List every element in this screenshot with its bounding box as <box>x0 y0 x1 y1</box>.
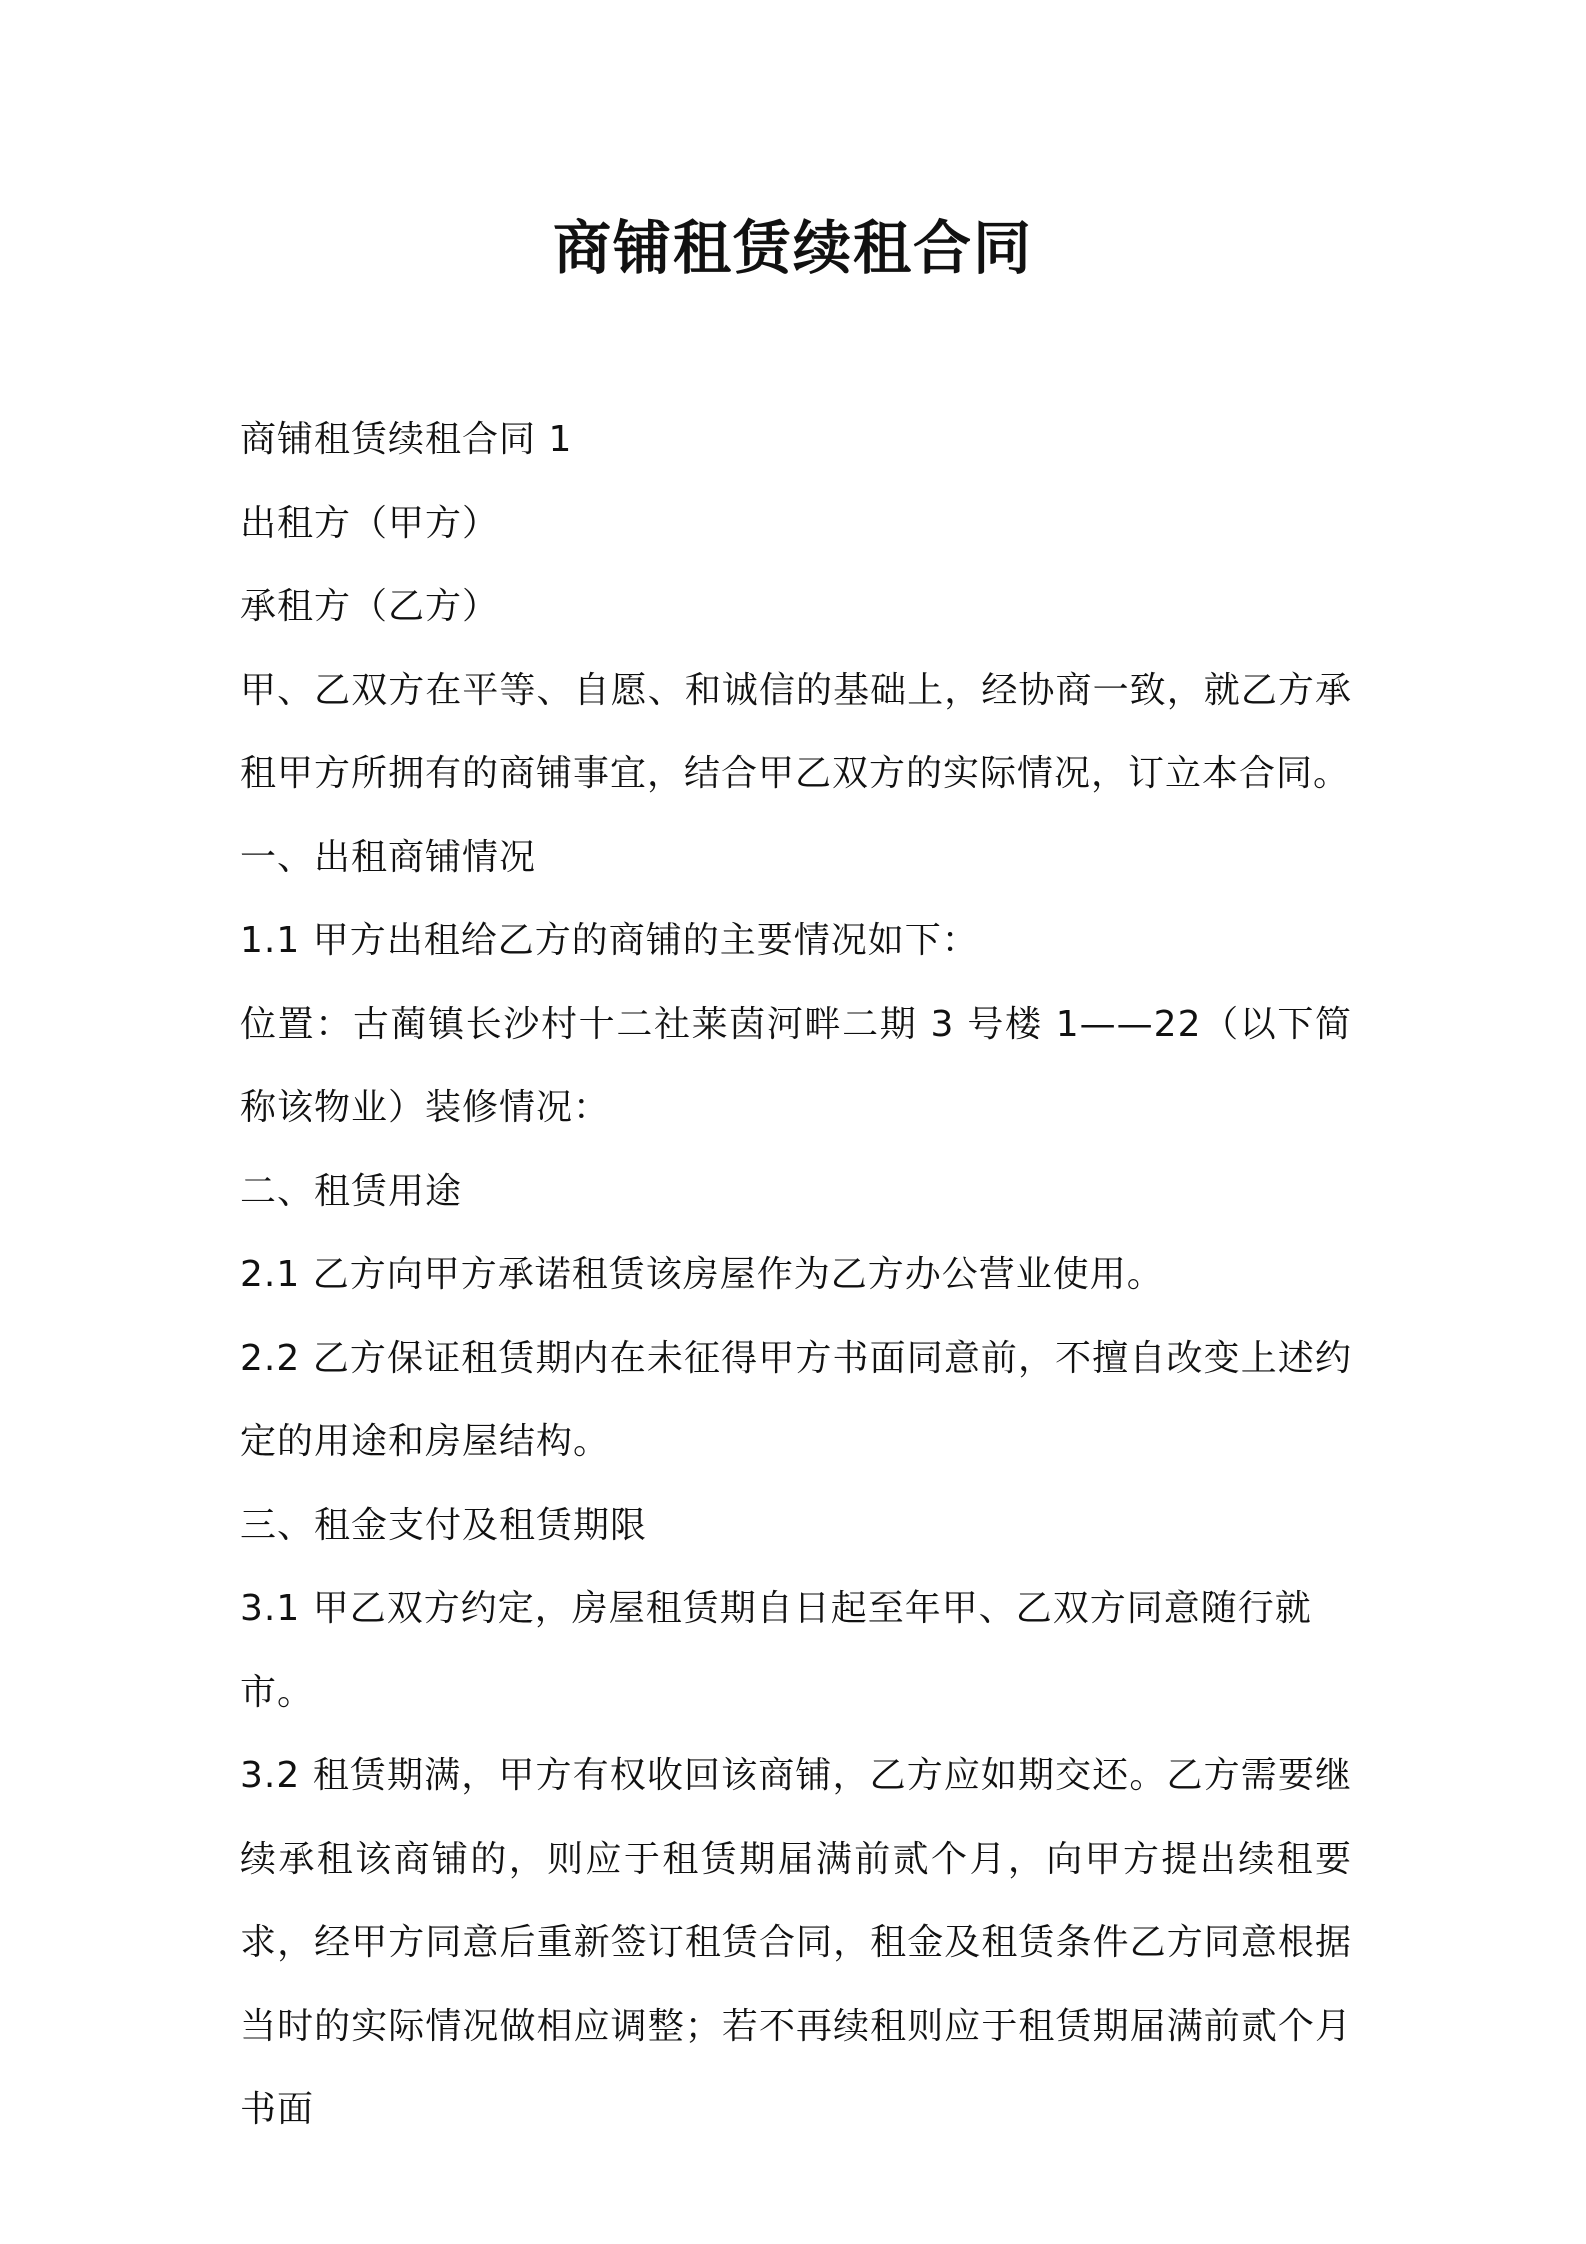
page-title: 商铺租赁续租合同 <box>552 214 1033 282</box>
clause-3-2: 3.2 租赁期满，甲方有权收回该商铺，乙方应如期交还。乙方需要继续承租该商铺的，则应于租赁期届满前贰个月，向甲方提出续租要求，经甲方同意后重新签订租赁合同，租金及租赁条件乙方同意根据当时的实际情况做相应调整；若不再续租则应于租赁期届满前贰个月书面 <box>240 1755 1352 2130</box>
document-body <box>240 398 1352 2152</box>
location-paragraph: 位置：古蔺镇长沙村十二社莱茵河畔二期 3 号楼 1——22（以下简称该物业）装修情况： <box>240 1003 1352 1128</box>
contract-subtitle: 商铺租赁续租合同 1 <box>240 419 573 460</box>
clause-3-1: 3.1 甲乙双方约定，房屋租赁期自日起至年甲、乙双方同意随行就市。 <box>240 1588 1312 1713</box>
lessee-line: 承租方（乙方） <box>240 586 500 627</box>
clause-1-1: 1.1 甲方出租给乙方的商铺的主要情况如下： <box>240 920 979 961</box>
preamble-paragraph: 甲、乙双方在平等、自愿、和诚信的基础上，经协商一致，就乙方承租甲方所拥有的商铺事宜，结合甲乙双方的实际情况，订立本合同。 <box>240 669 1352 794</box>
section-heading-2: 二、租赁用途 <box>240 1170 463 1212</box>
lessor-line: 出租方（甲方） <box>240 502 500 544</box>
section-heading-1: 一、出租商铺情况 <box>240 836 537 878</box>
clause-2-1: 2.1 乙方向甲方承诺租赁该房屋作为乙方办公营业使用。 <box>240 1254 1164 1295</box>
section-heading-3: 三、租金支付及租赁期限 <box>240 1504 648 1546</box>
clause-2-2: 2.2 乙方保证租赁期内在未征得甲方书面同意前，不擅自改变上述约定的用途和房屋结构。 <box>240 1337 1352 1462</box>
